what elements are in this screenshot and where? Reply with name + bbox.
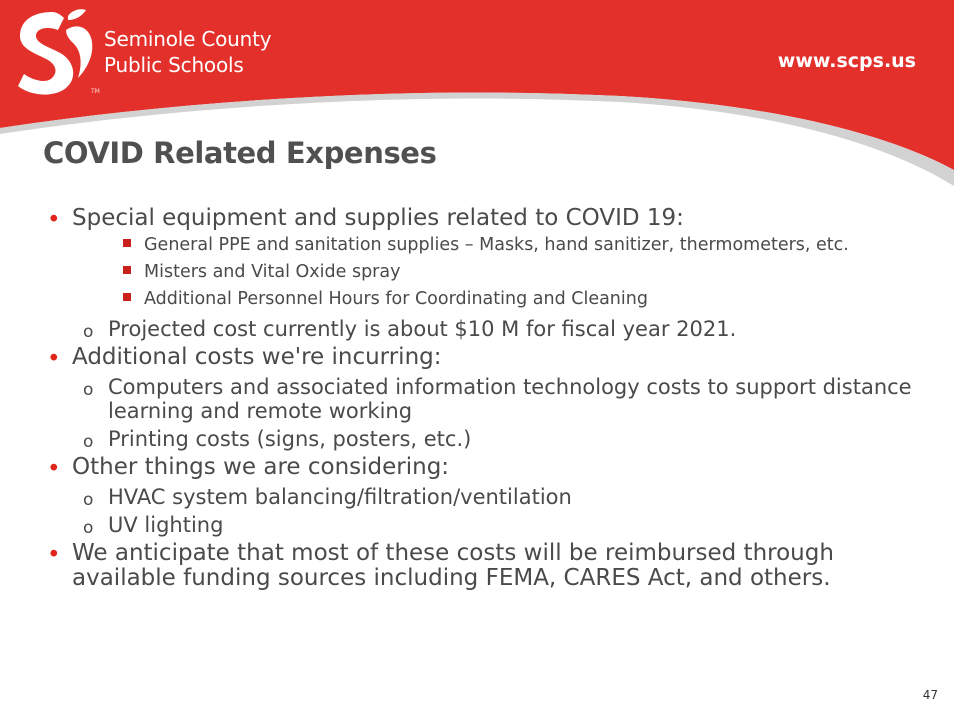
red-square-bullet xyxy=(123,239,131,247)
red-dot-bullet: • xyxy=(47,346,61,372)
circle-bullet: o xyxy=(83,432,94,452)
circle-bullet-item xyxy=(83,427,914,452)
page-title: COVID Related Expenses xyxy=(43,136,437,170)
sub-bullet-text: General PPE and sanitation supplies – Masks, hand sanitizer, thermometers, etc. xyxy=(144,235,849,255)
red-dot-bullet: • xyxy=(47,207,61,233)
bullet-text: Additional costs we're incurring: xyxy=(72,344,442,370)
bullet-item xyxy=(44,541,914,591)
sub-bullet-item xyxy=(144,236,914,255)
bullet-text: Special equipment and supplies related to COVID 19: xyxy=(72,205,684,231)
red-dot-bullet: • xyxy=(47,456,61,482)
circle-bullet-item xyxy=(83,513,914,538)
slide-number: 47 xyxy=(922,688,938,702)
red-square-bullet xyxy=(123,293,131,301)
scps-logo-icon xyxy=(8,6,96,98)
red-dot-bullet: • xyxy=(47,542,61,568)
sub-bullet-text: Additional Personnel Hours for Coordinating and Cleaning xyxy=(144,289,648,309)
circle-bullet: o xyxy=(83,380,94,400)
bullet-item xyxy=(44,455,914,480)
circle-bullet-item xyxy=(83,317,914,342)
circle-bullet-text: Computers and associated information technology costs to support distance learning and remote working xyxy=(108,375,912,423)
logo-text xyxy=(104,26,271,78)
bullet-item xyxy=(44,345,914,370)
sub-bullet-item xyxy=(144,263,914,282)
trademark-mark: TM xyxy=(91,88,100,95)
sub-bullet-item xyxy=(144,290,914,309)
red-square-bullet xyxy=(123,266,131,274)
circle-bullet: o xyxy=(83,490,94,510)
circle-bullet-item xyxy=(83,375,914,423)
slide-content xyxy=(44,206,914,596)
sub-bullet-text: Misters and Vital Oxide spray xyxy=(144,262,401,282)
circle-bullet-text: HVAC system balancing/filtration/ventilation xyxy=(108,485,572,509)
circle-bullet: o xyxy=(83,322,94,342)
circle-bullet-item xyxy=(83,485,914,510)
circle-bullet-text: Printing costs (signs, posters, etc.) xyxy=(108,427,472,451)
circle-bullet-text: UV lighting xyxy=(108,513,224,537)
bullet-text: Other things we are considering: xyxy=(72,454,450,480)
bullet-text: We anticipate that most of these costs will be reimbursed through available funding sources including FEMA, CARES Act, and others. xyxy=(72,540,834,591)
website-url[interactable]: www.scps.us xyxy=(777,50,916,72)
logo-line-1: Seminole County xyxy=(104,27,272,51)
circle-bullet-text: Projected cost currently is about $10 M for fiscal year 2021. xyxy=(108,317,737,341)
logo-line-2: Public Schools xyxy=(104,53,244,77)
circle-bullet: o xyxy=(83,518,94,538)
bullet-item xyxy=(44,206,914,231)
